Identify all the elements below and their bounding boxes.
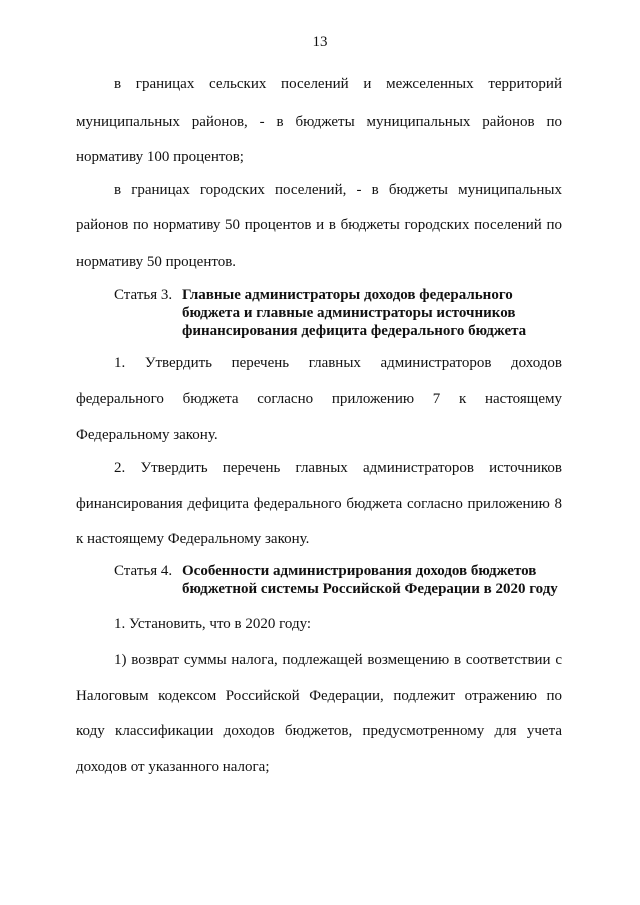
article-title-line: бюджетной системы Российской Федерации в 2020 году — [182, 581, 558, 597]
article-label: Статья 4. — [114, 563, 173, 579]
paragraph-line: федерального бюджета согласно приложению 7 к настоящему — [76, 391, 562, 407]
paragraph-line: нормативу 50 процентов. — [76, 254, 237, 270]
paragraph-line: Федеральному закону. — [76, 427, 218, 443]
paragraph-line: финансирования дефицита федерального бюджета согласно приложению 8 — [76, 496, 562, 512]
paragraph-line: Налоговым кодексом Российской Федерации, подлежит отражению по — [76, 688, 562, 704]
article-title-line: бюджета и главные администраторы источников — [182, 305, 516, 321]
paragraph-line: 2. Утвердить перечень главных администраторов источников — [114, 460, 562, 476]
article-title-line: Главные администраторы доходов федерального — [182, 287, 513, 303]
paragraph-line: к настоящему Федеральному закону. — [76, 531, 310, 547]
article-title-line: Особенности администрирования доходов бюджетов — [182, 563, 537, 579]
article-title — [182, 286, 564, 340]
paragraph-line: коду классификации доходов бюджетов, предусмотренному для учета — [76, 723, 562, 739]
article-label: Статья 3. — [114, 287, 173, 303]
article-title — [182, 562, 564, 598]
paragraph-line: в границах городских поселений, - в бюджеты муниципальных — [114, 182, 562, 198]
paragraph-line: в границах сельских поселений и межселенных территорий — [114, 76, 562, 92]
paragraph-line: нормативу 100 процентов; — [76, 149, 244, 165]
paragraph-line: 1. Установить, что в 2020 году: — [114, 616, 312, 632]
page-number: 13 — [312, 34, 328, 50]
paragraph-line: муниципальных районов, - в бюджеты муниципальных районов по — [76, 114, 562, 130]
paragraph-line: районов по нормативу 50 процентов и в бюджеты городских поселений по — [76, 217, 562, 233]
paragraph-line: доходов от указанного налога; — [76, 759, 270, 775]
paragraph-line: 1) возврат суммы налога, подлежащей возмещению в соответствии с — [114, 652, 562, 668]
paragraph-line: 1. Утвердить перечень главных администраторов доходов — [114, 355, 562, 371]
article-title-line: финансирования дефицита федерального бюджета — [182, 323, 527, 339]
